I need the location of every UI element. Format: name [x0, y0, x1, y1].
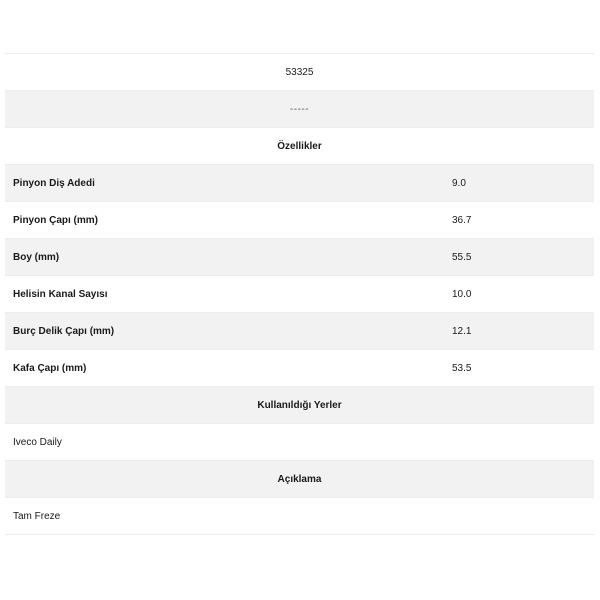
feature-row — [5, 313, 594, 350]
product-code: 53325 — [285, 66, 314, 78]
feature-value: 12.1 — [452, 325, 472, 337]
feature-value: 9.0 — [452, 177, 466, 189]
feature-value: 55.5 — [452, 251, 472, 263]
feature-label: Kafa Çapı (mm) — [13, 362, 87, 374]
description-text: Tam Freze — [13, 510, 61, 522]
feature-row — [5, 276, 594, 313]
feature-value: 10.0 — [452, 288, 472, 300]
description-row — [5, 498, 594, 535]
feature-row — [5, 202, 594, 239]
used-in-row — [5, 424, 594, 461]
used-in-heading: Kullanıldığı Yerler — [257, 399, 342, 411]
features-heading: Özellikler — [277, 140, 322, 152]
feature-label: Boy (mm) — [13, 251, 60, 263]
feature-value: 36.7 — [452, 214, 472, 226]
placeholder-row — [5, 91, 594, 128]
feature-value: 53.5 — [452, 362, 472, 374]
used-in-text: Iveco Daily — [13, 436, 62, 448]
feature-label: Pinyon Diş Adedi — [13, 177, 95, 189]
feature-label: Burç Delik Çapı (mm) — [13, 325, 115, 337]
description-heading: Açıklama — [277, 473, 322, 485]
placeholder-line: ----- — [289, 103, 310, 115]
feature-row — [5, 350, 594, 387]
feature-row — [5, 239, 594, 276]
spec-table — [5, 53, 594, 535]
features-heading-row — [5, 128, 594, 165]
product-code-row — [5, 54, 594, 91]
description-heading-row — [5, 461, 594, 498]
used-in-heading-row — [5, 387, 594, 424]
feature-label: Helisin Kanal Sayısı — [13, 288, 108, 300]
feature-row — [5, 165, 594, 202]
feature-label: Pinyon Çapı (mm) — [13, 214, 99, 226]
